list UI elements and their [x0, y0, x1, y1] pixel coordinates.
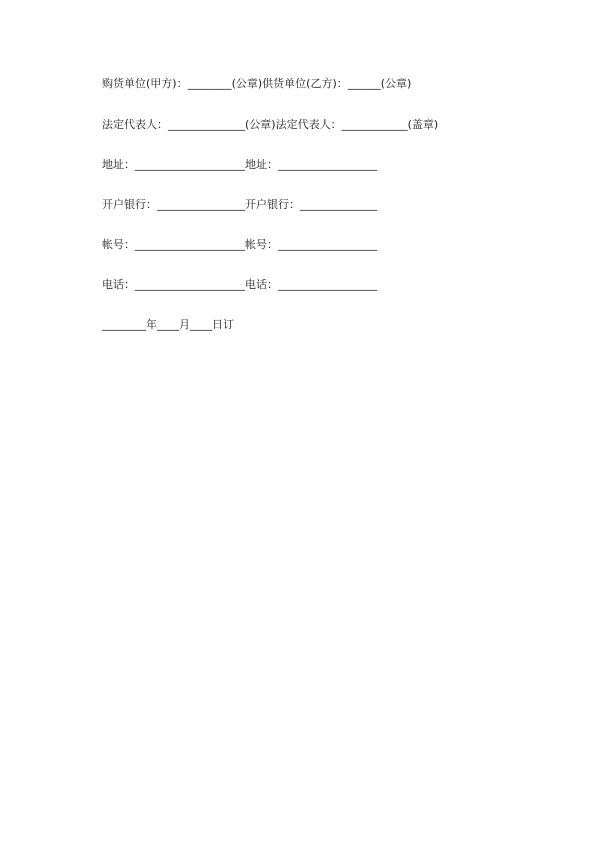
bank-line: 开户银行：________________开户银行：______________ [102, 198, 377, 211]
legal-representative-line: 法定代表人：______________(公章)法定代表人：____________(盖章) [102, 118, 439, 131]
date-line: ________年____月____日订 [102, 318, 234, 331]
account-line: 帐号：____________________帐号：__________________ [102, 238, 377, 251]
address-line: 地址：____________________地址：__________________ [102, 158, 377, 171]
buyer-seller-unit-line: 购货单位(甲方)：________(公章)供货单位(乙方)：______(公章) [102, 77, 412, 90]
phone-line: 电话：____________________电话：__________________ [102, 278, 377, 291]
